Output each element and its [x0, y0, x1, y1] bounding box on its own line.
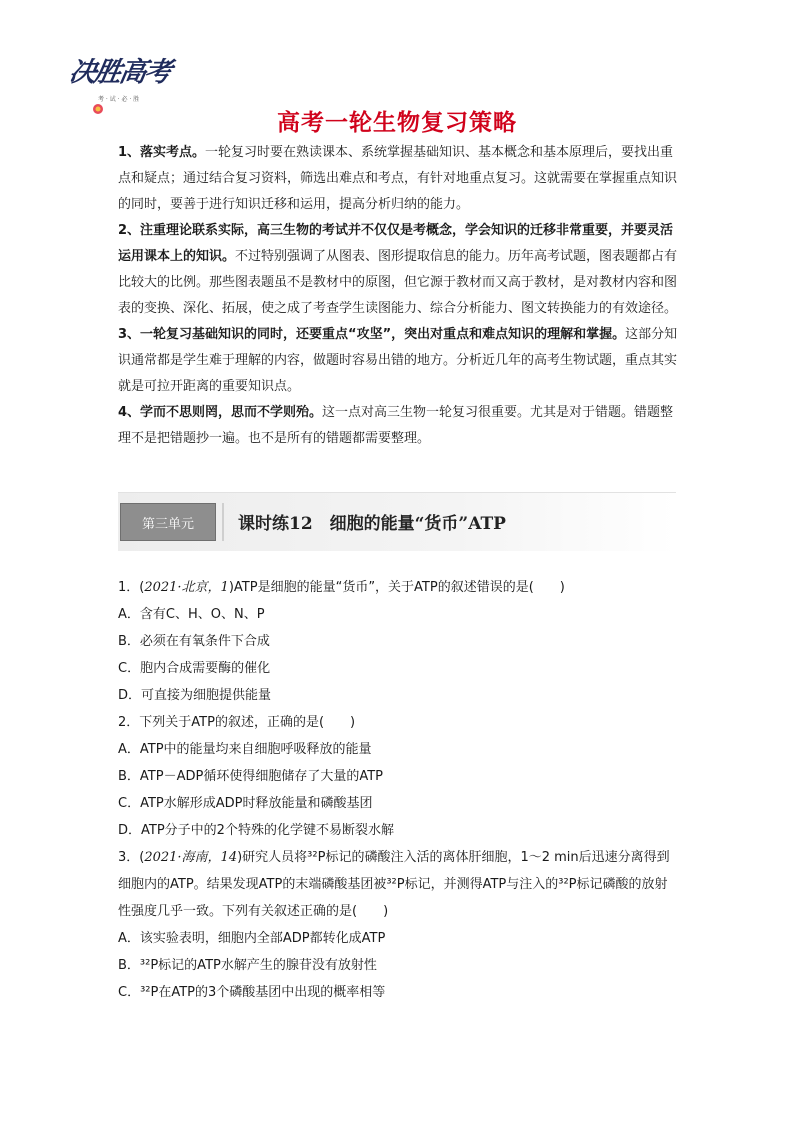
question-option: B．必须在有氧条件下合成 — [118, 634, 270, 649]
unit-tag: 第三单元 — [120, 503, 216, 541]
strategy-body: 一轮复习时要在熟读课本、系统掌握基础知识、基本概念和基本原理后，要找出重点和疑点；通过结合复习资料，筛选出难点和考点，有针对地重点复习。这就需要在掌握重点知识的同时，要善于进行知识迁移和运用，提高分析归纳的能力。 — [118, 145, 678, 212]
question-option: A．该实验表明，细胞内全部ADP都转化成ATP — [118, 931, 386, 946]
logo-subtext: 考 · 试 · 必 · 胜 — [98, 96, 140, 103]
strategy-body: 这部分知识通常都是学生难于理解的内容，做题时容易出错的地方。分析近几年的高考生物试题，重点其实就是可拉开距离的重要知识点。 — [118, 327, 678, 394]
question-option: C．ATP水解形成ADP时释放能量和磷酸基团 — [118, 796, 373, 811]
strategy-body: 不过特别强调了从图表、图形提取信息的能力。历年高考试题，图表题都占有比较大的比例。那些图表题虽不是教材中的原图，但它源于教材而又高于教材，是对教材内容和图表的变换、深化、拓展，使之成了考查学生读图能力、综合分析能力、图文转换能力的有效途径。 — [118, 249, 678, 316]
lesson-title: 课时练12 细胞的能量“货币”ATP — [238, 514, 506, 534]
question-number: 3．( — [118, 850, 145, 865]
question-option: D．ATP分子中的2个特殊的化学键不易断裂水解 — [118, 823, 394, 838]
question-number: 1．( — [118, 580, 145, 595]
logo-text: 决胜高考 — [66, 57, 173, 88]
strategy-lead: 1、落实考点。 — [118, 145, 206, 160]
strategy-list — [118, 140, 678, 452]
question-option: A．含有C、H、O、N、P — [118, 607, 265, 622]
question-option: D．可直接为细胞提供能量 — [118, 688, 272, 703]
question-stem — [118, 709, 678, 736]
question-text: 下列关于ATP的叙述，正确的是( ) — [139, 715, 356, 730]
question-option: B．³²P标记的ATP水解产生的腺苷没有放射性 — [118, 958, 377, 973]
strategy-item — [118, 400, 678, 452]
question-stem — [118, 574, 678, 601]
strategy-body: 这一点对高三生物一轮复习很重要。尤其是对于错题。错题整理不是把错题抄一遍。也不是所有的错题都需要整理。 — [118, 405, 674, 446]
question-number: 2． — [118, 715, 140, 730]
question-list — [118, 574, 678, 1006]
question-option: A．ATP中的能量均来自细胞呼吸释放的能量 — [118, 742, 372, 757]
question-source: 2021·海南，14 — [144, 850, 238, 865]
question-option: C．胞内合成需要酶的催化 — [118, 661, 271, 676]
strategy-item — [118, 140, 678, 218]
question-source: 2021·北京，1 — [144, 580, 229, 595]
question-text: )研究人员将³²P标记的磷酸注入活的离体肝细胞，1～2 min后迅速分离得到细胞内的ATP。结果发现ATP的末端磷酸基团被³²P标记，并测得ATP与注入的³²P标记磷酸的放射性强度几乎一致。下列有关叙述正确的是( ) — [118, 850, 670, 919]
question-text: )ATP是细胞的能量“货币”，关于ATP的叙述错误的是( ) — [228, 580, 565, 595]
question-stem — [118, 844, 678, 925]
unit-banner — [118, 492, 676, 551]
banner-divider — [222, 503, 224, 541]
strategy-item — [118, 218, 678, 322]
page-title: 高考一轮生物复习策略 — [277, 110, 517, 136]
strategy-lead: 4、学而不思则罔，思而不学则殆。 — [118, 405, 323, 420]
strategy-lead: 3、一轮复习基础知识的同时，还要重点“攻坚”，突出对重点和难点知识的理解和掌握。 — [118, 327, 626, 342]
strategy-item — [118, 322, 678, 400]
strategy-lead: 2、注重理论联系实际，高三生物的考试并不仅仅是考概念，学会知识的迁移非常重要，并要灵活运用课本上的知识。 — [118, 223, 674, 264]
question-option: B．ATP－ADP循环使得细胞储存了大量的ATP — [118, 769, 383, 784]
question-option: C．³²P在ATP的3个磷酸基团中出现的概率相等 — [118, 985, 386, 1000]
